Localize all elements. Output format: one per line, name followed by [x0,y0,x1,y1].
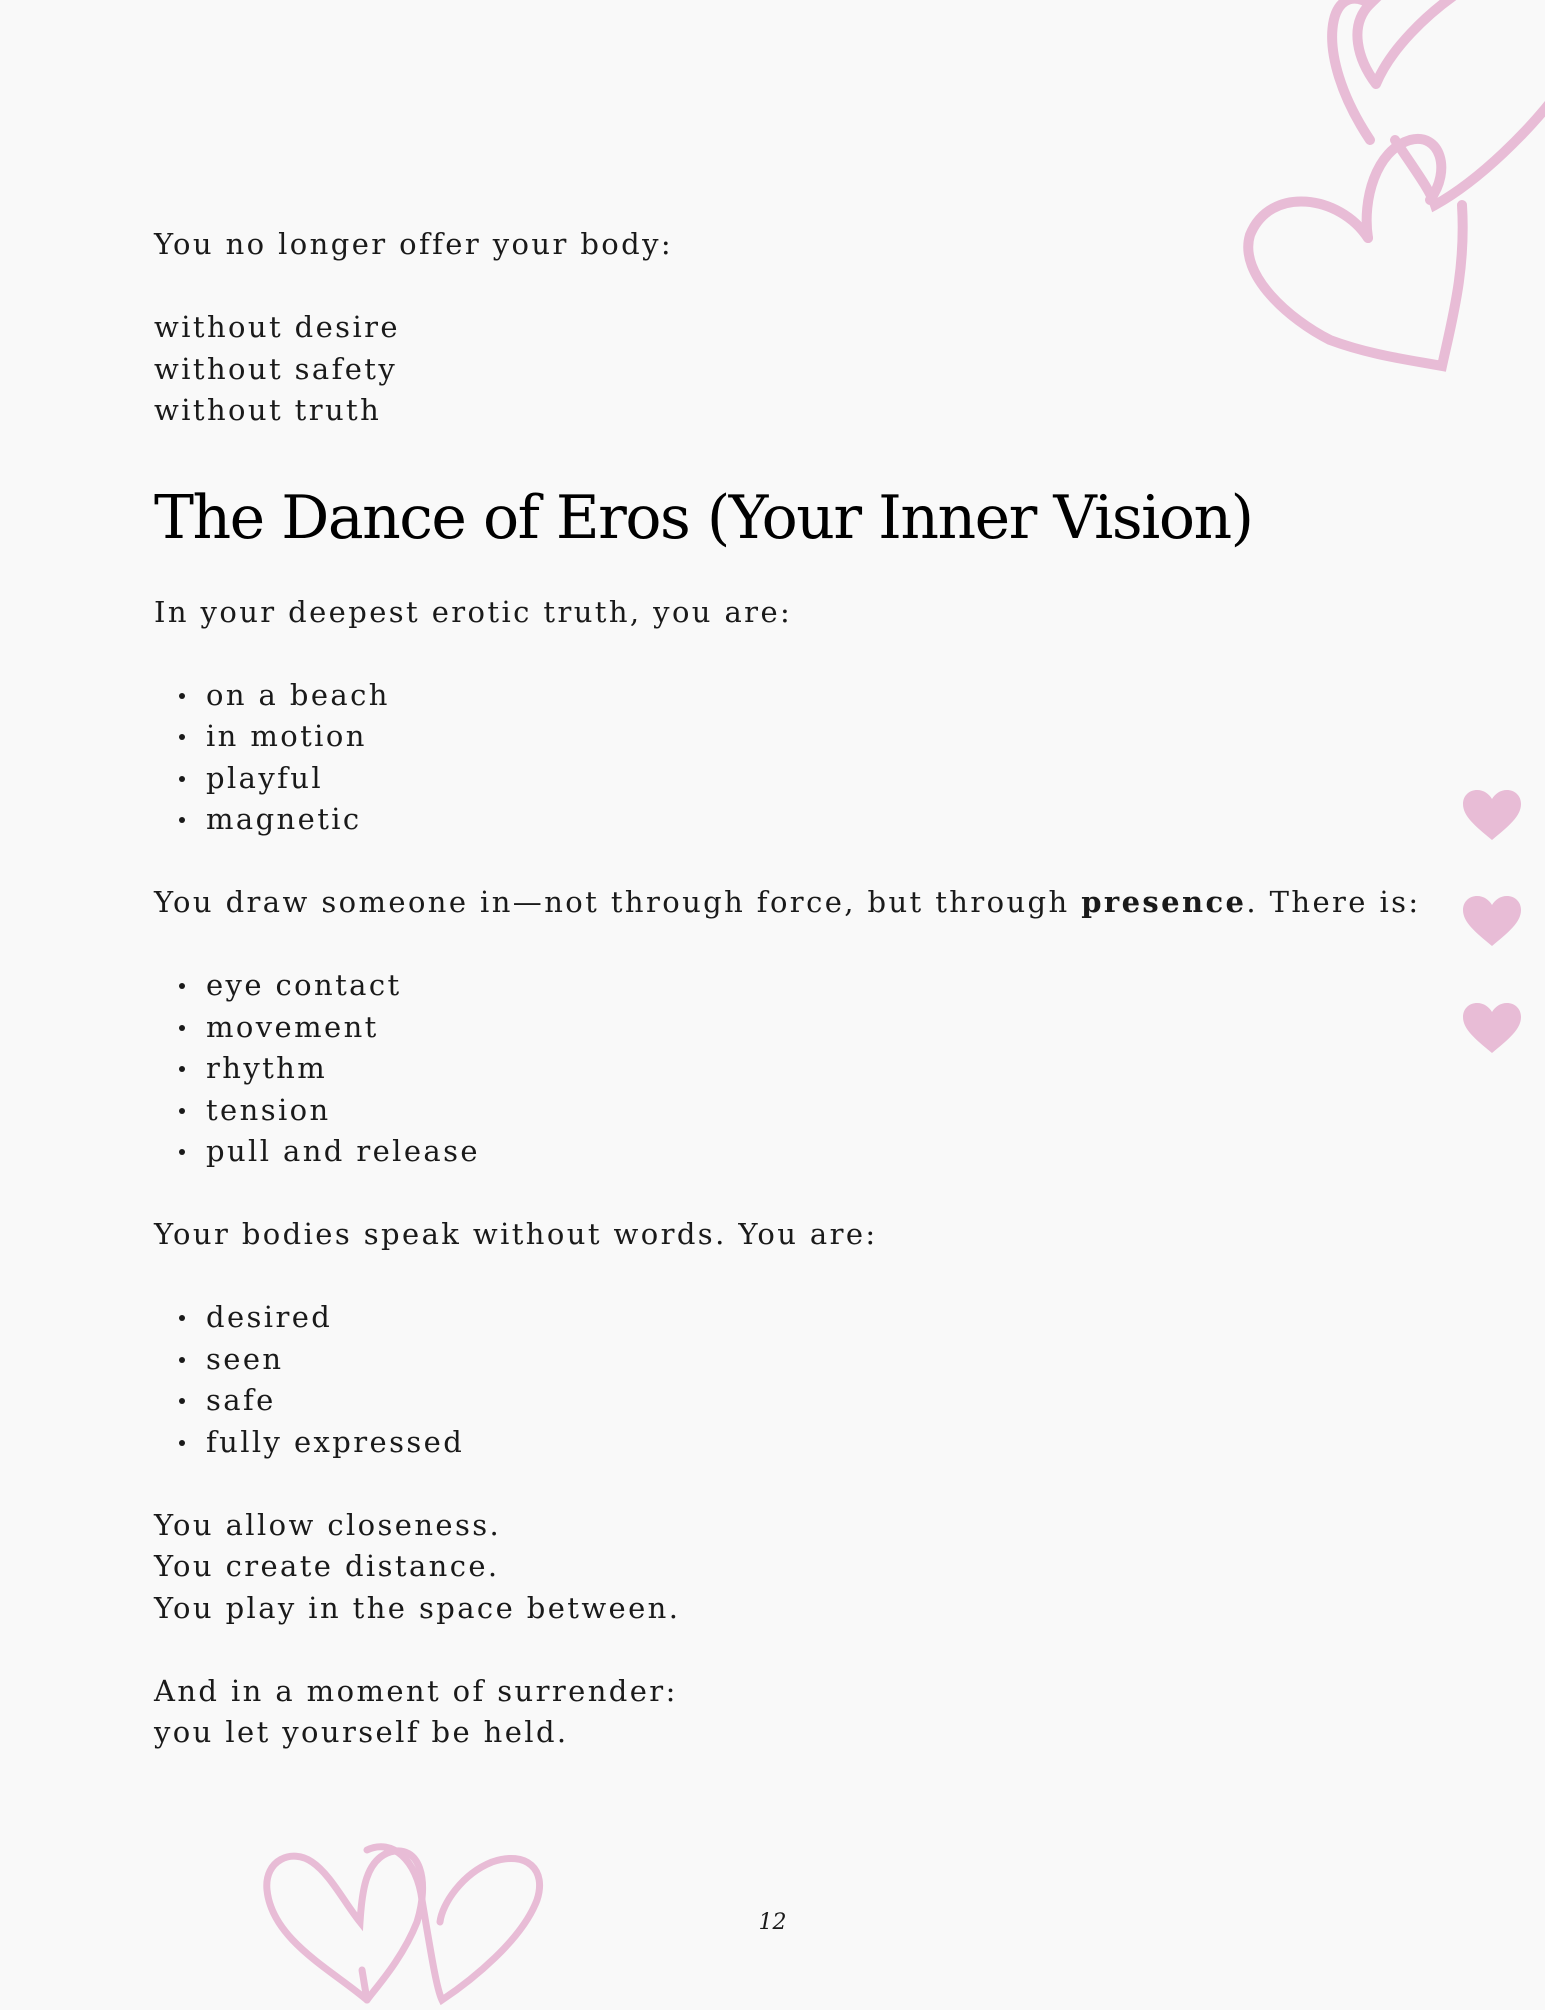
list-item: fully expressed [206,1422,1454,1464]
play-line: You create distance. [154,1549,500,1583]
play-line: You allow closeness. [154,1507,502,1542]
page-number: 12 [758,1910,787,1935]
draw-text: You draw someone in—not through force, but through [154,885,1082,919]
presence-emphasis: presence [1081,885,1247,919]
list-item: safe [206,1380,1454,1422]
list-item: eye contact [206,965,1454,1007]
intro-line: without truth [154,393,382,427]
heart-outline-icon [262,1830,552,2010]
section-lead: In your deepest erotic truth, you are: [154,594,793,629]
heart-icon [1463,896,1521,948]
intro-heading: You no longer offer your body: [154,227,674,261]
surrender-line: you let yourself be held. [154,1715,569,1749]
heart-icon [1463,790,1521,842]
play-line: You play in the space between. [154,1590,681,1625]
heart-icon [1463,1003,1521,1055]
list-item: movement [206,1007,1454,1049]
list-item: seen [206,1339,1454,1381]
intro-line: without safety [154,351,398,386]
list-item: playful [206,758,1454,800]
page-content [154,224,1454,1754]
states-list [154,1297,1454,1463]
list-item: magnetic [206,799,1454,841]
intro-line: without desire [154,310,400,344]
list-item: on a beach [206,675,1454,717]
dynamics-list [154,965,1454,1173]
list-item: tension [206,1090,1454,1132]
list-item: pull and release [206,1131,1454,1173]
list-item: rhythm [206,1048,1454,1090]
draw-text-end: . There is: [1246,885,1421,919]
list-item: in motion [206,716,1454,758]
bodies-paragraph: Your bodies speak without words. You are: [154,1217,878,1251]
surrender-line: And in a moment of surrender: [154,1673,678,1708]
list-item: desired [206,1297,1454,1339]
traits-list [154,675,1454,841]
draw-paragraph [154,882,1454,924]
section-title: The Dance of Eros (Your Inner Vision) [154,482,1253,553]
